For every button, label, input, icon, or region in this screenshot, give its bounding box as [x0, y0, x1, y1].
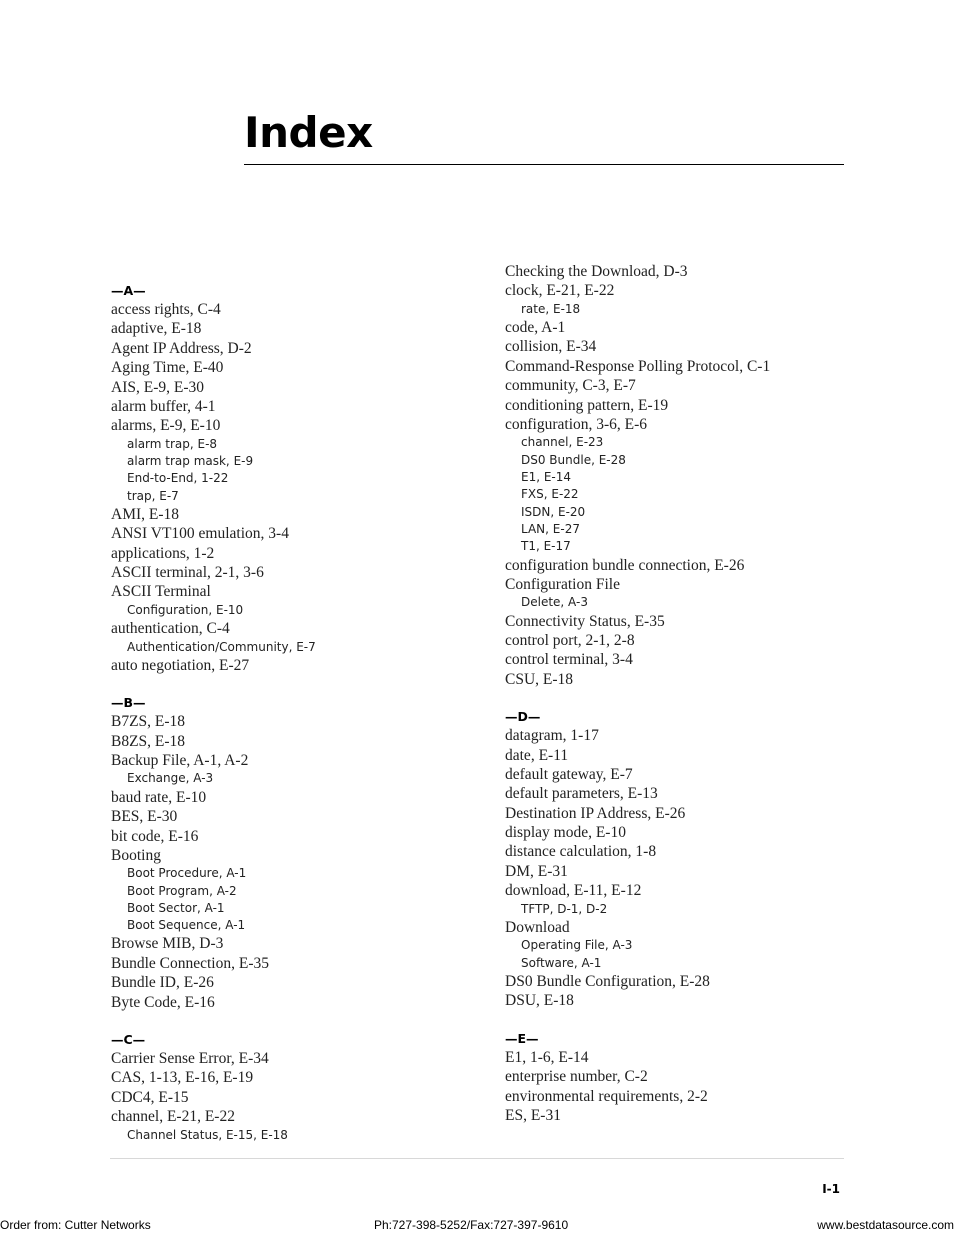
index-subentry: T1, E-17 [521, 539, 571, 554]
index-entry: environmental requirements, 2-2 [505, 1087, 708, 1105]
index-subentry: Boot Program, A-2 [127, 883, 237, 898]
index-entry: DSU, E-18 [505, 992, 574, 1010]
index-entry: channel, E-21, E-22 [111, 1108, 235, 1126]
index-entry: Browse MIB, D-3 [111, 935, 224, 953]
index-entry: E1, 1-6, E-14 [505, 1048, 589, 1066]
index-entry: B8ZS, E-18 [111, 732, 186, 750]
index-entry: Destination IP Address, E-26 [505, 804, 686, 822]
index-subentry: Software, A-1 [521, 955, 602, 970]
index-subentry: Channel Status, E-15, E-18 [127, 1127, 288, 1142]
footer-phone-fax: Ph:727-398-5252/Fax:727-397-9610 [374, 1218, 569, 1232]
index-subentry: Boot Sector, A-1 [127, 900, 225, 915]
index-entry: ASCII terminal, 2-1, 3-6 [111, 564, 264, 582]
index-subentry: LAN, E-27 [521, 521, 580, 536]
index-entry: ES, E-31 [505, 1106, 561, 1124]
index-entry: collision, E-34 [505, 338, 597, 356]
index-subentry: DS0 Bundle, E-28 [521, 452, 626, 467]
index-entry: date, E-11 [505, 746, 569, 764]
index-subentry: FXS, E-22 [521, 487, 579, 502]
index-subentry: End-to-End, 1-22 [127, 471, 229, 486]
page-number: I-1 [822, 1182, 840, 1196]
index-entry: conditioning pattern, E-19 [505, 396, 669, 414]
index-entry: CDC4, E-15 [111, 1088, 189, 1106]
index-subentry: alarm trap, E-8 [127, 436, 218, 451]
index-subentry: trap, E-7 [127, 488, 179, 503]
index-entry: AMI, E-18 [111, 505, 180, 523]
index-entry: applications, 1-2 [111, 544, 215, 562]
index-entry: access rights, C-4 [111, 301, 221, 318]
section-gap [505, 1011, 885, 1029]
footer-website: www.bestdatasource.com [817, 1218, 954, 1232]
index-entry: bit code, E-16 [111, 827, 199, 845]
index-entry: Configuration File [505, 575, 620, 593]
footer-order-text: Order from: Cutter Networks [0, 1218, 151, 1232]
index-entry: ASCII Terminal [111, 583, 211, 601]
index-entry: Carrier Sense Error, E-34 [111, 1050, 269, 1068]
order-footer-bar [0, 1217, 954, 1235]
index-section-heading: —A— [111, 283, 146, 298]
index-subentry: Configuration, E-10 [127, 602, 244, 617]
index-subentry: TFTP, D-1, D-2 [521, 901, 608, 916]
index-entry: CAS, 1-13, E-16, E-19 [111, 1069, 254, 1087]
section-gap [505, 689, 885, 707]
index-entry: control terminal, 3-4 [505, 651, 633, 669]
index-entry: Backup File, A-1, A-2 [111, 752, 249, 770]
index-entry: enterprise number, C-2 [505, 1068, 648, 1086]
index-subentry: E1, E-14 [521, 470, 572, 485]
index-entry: alarm buffer, 4-1 [111, 397, 216, 415]
index-entry: B7ZS, E-18 [111, 713, 186, 731]
index-entry: Agent IP Address, D-2 [111, 339, 252, 357]
index-subentry: rate, E-18 [521, 301, 581, 316]
index-subentry: Exchange, A-3 [127, 771, 214, 786]
index-entry: auto negotiation, E-27 [111, 656, 250, 674]
index-section-heading: —D— [505, 709, 541, 725]
index-subentry: Authentication/Community, E-7 [127, 639, 316, 654]
title-rule [244, 164, 844, 165]
section-gap [111, 1012, 491, 1030]
index-subentry: Delete, A-3 [521, 595, 588, 610]
index-section-heading: —E— [505, 1030, 539, 1046]
index-subentry: channel, E-23 [521, 435, 604, 450]
index-subentry: ISDN, E-20 [521, 504, 586, 519]
index-entry: clock, E-21, E-22 [505, 282, 615, 300]
index-entry: authentication, C-4 [111, 620, 230, 638]
index-entry: download, E-11, E-12 [505, 882, 642, 900]
index-subentry: Boot Procedure, A-1 [127, 866, 247, 881]
index-entry: Aging Time, E-40 [111, 359, 224, 377]
index-entry: BES, E-30 [111, 808, 178, 826]
index-entry: code, A-1 [505, 319, 566, 337]
index-entry: DS0 Bundle Configuration, E-28 [505, 972, 710, 990]
index-entry: baud rate, E-10 [111, 788, 207, 806]
index-entry: Command-Response Polling Protocol, C-1 [505, 357, 771, 375]
index-entry: Bundle ID, E-26 [111, 974, 214, 992]
index-subentry: alarm trap mask, E-9 [127, 454, 254, 469]
index-entry: Connectivity Status, E-35 [505, 612, 665, 630]
index-entry: configuration, 3-6, E-6 [505, 416, 648, 434]
index-entry: AIS, E-9, E-30 [111, 378, 204, 396]
index-entry: community, C-3, E-7 [505, 377, 636, 395]
index-section-heading: —C— [111, 1032, 146, 1048]
index-entry: adaptive, E-18 [111, 320, 202, 338]
index-entry: distance calculation, 1-8 [505, 843, 657, 861]
section-gap [111, 675, 491, 693]
index-section-heading: —B— [111, 695, 146, 711]
index-entry: CSU, E-18 [505, 670, 574, 688]
index-entry: ANSI VT100 emulation, 3-4 [111, 525, 289, 543]
index-entry: Checking the Download, D-3 [505, 263, 688, 280]
index-entry: datagram, 1-17 [505, 727, 599, 745]
index-entry: alarms, E-9, E-10 [111, 417, 221, 435]
index-entry: Byte Code, E-16 [111, 993, 215, 1011]
index-column-right [505, 262, 885, 1125]
index-entry: Download [505, 918, 570, 936]
index-entry: DM, E-31 [505, 862, 568, 880]
index-entry: Booting [111, 846, 161, 864]
index-entry: control port, 2-1, 2-8 [505, 631, 635, 649]
index-entry: Bundle Connection, E-35 [111, 954, 269, 972]
index-subentry: Operating File, A-3 [521, 938, 633, 953]
index-entry: default gateway, E-7 [505, 765, 633, 783]
index-column-left [111, 281, 491, 1144]
index-entry: display mode, E-10 [505, 824, 626, 842]
index-entry: configuration bundle connection, E-26 [505, 556, 745, 574]
footer-rule [110, 1158, 844, 1159]
index-subentry: Boot Sequence, A-1 [127, 918, 246, 933]
page-title: Index [244, 108, 373, 157]
index-entry: default parameters, E-13 [505, 785, 658, 803]
